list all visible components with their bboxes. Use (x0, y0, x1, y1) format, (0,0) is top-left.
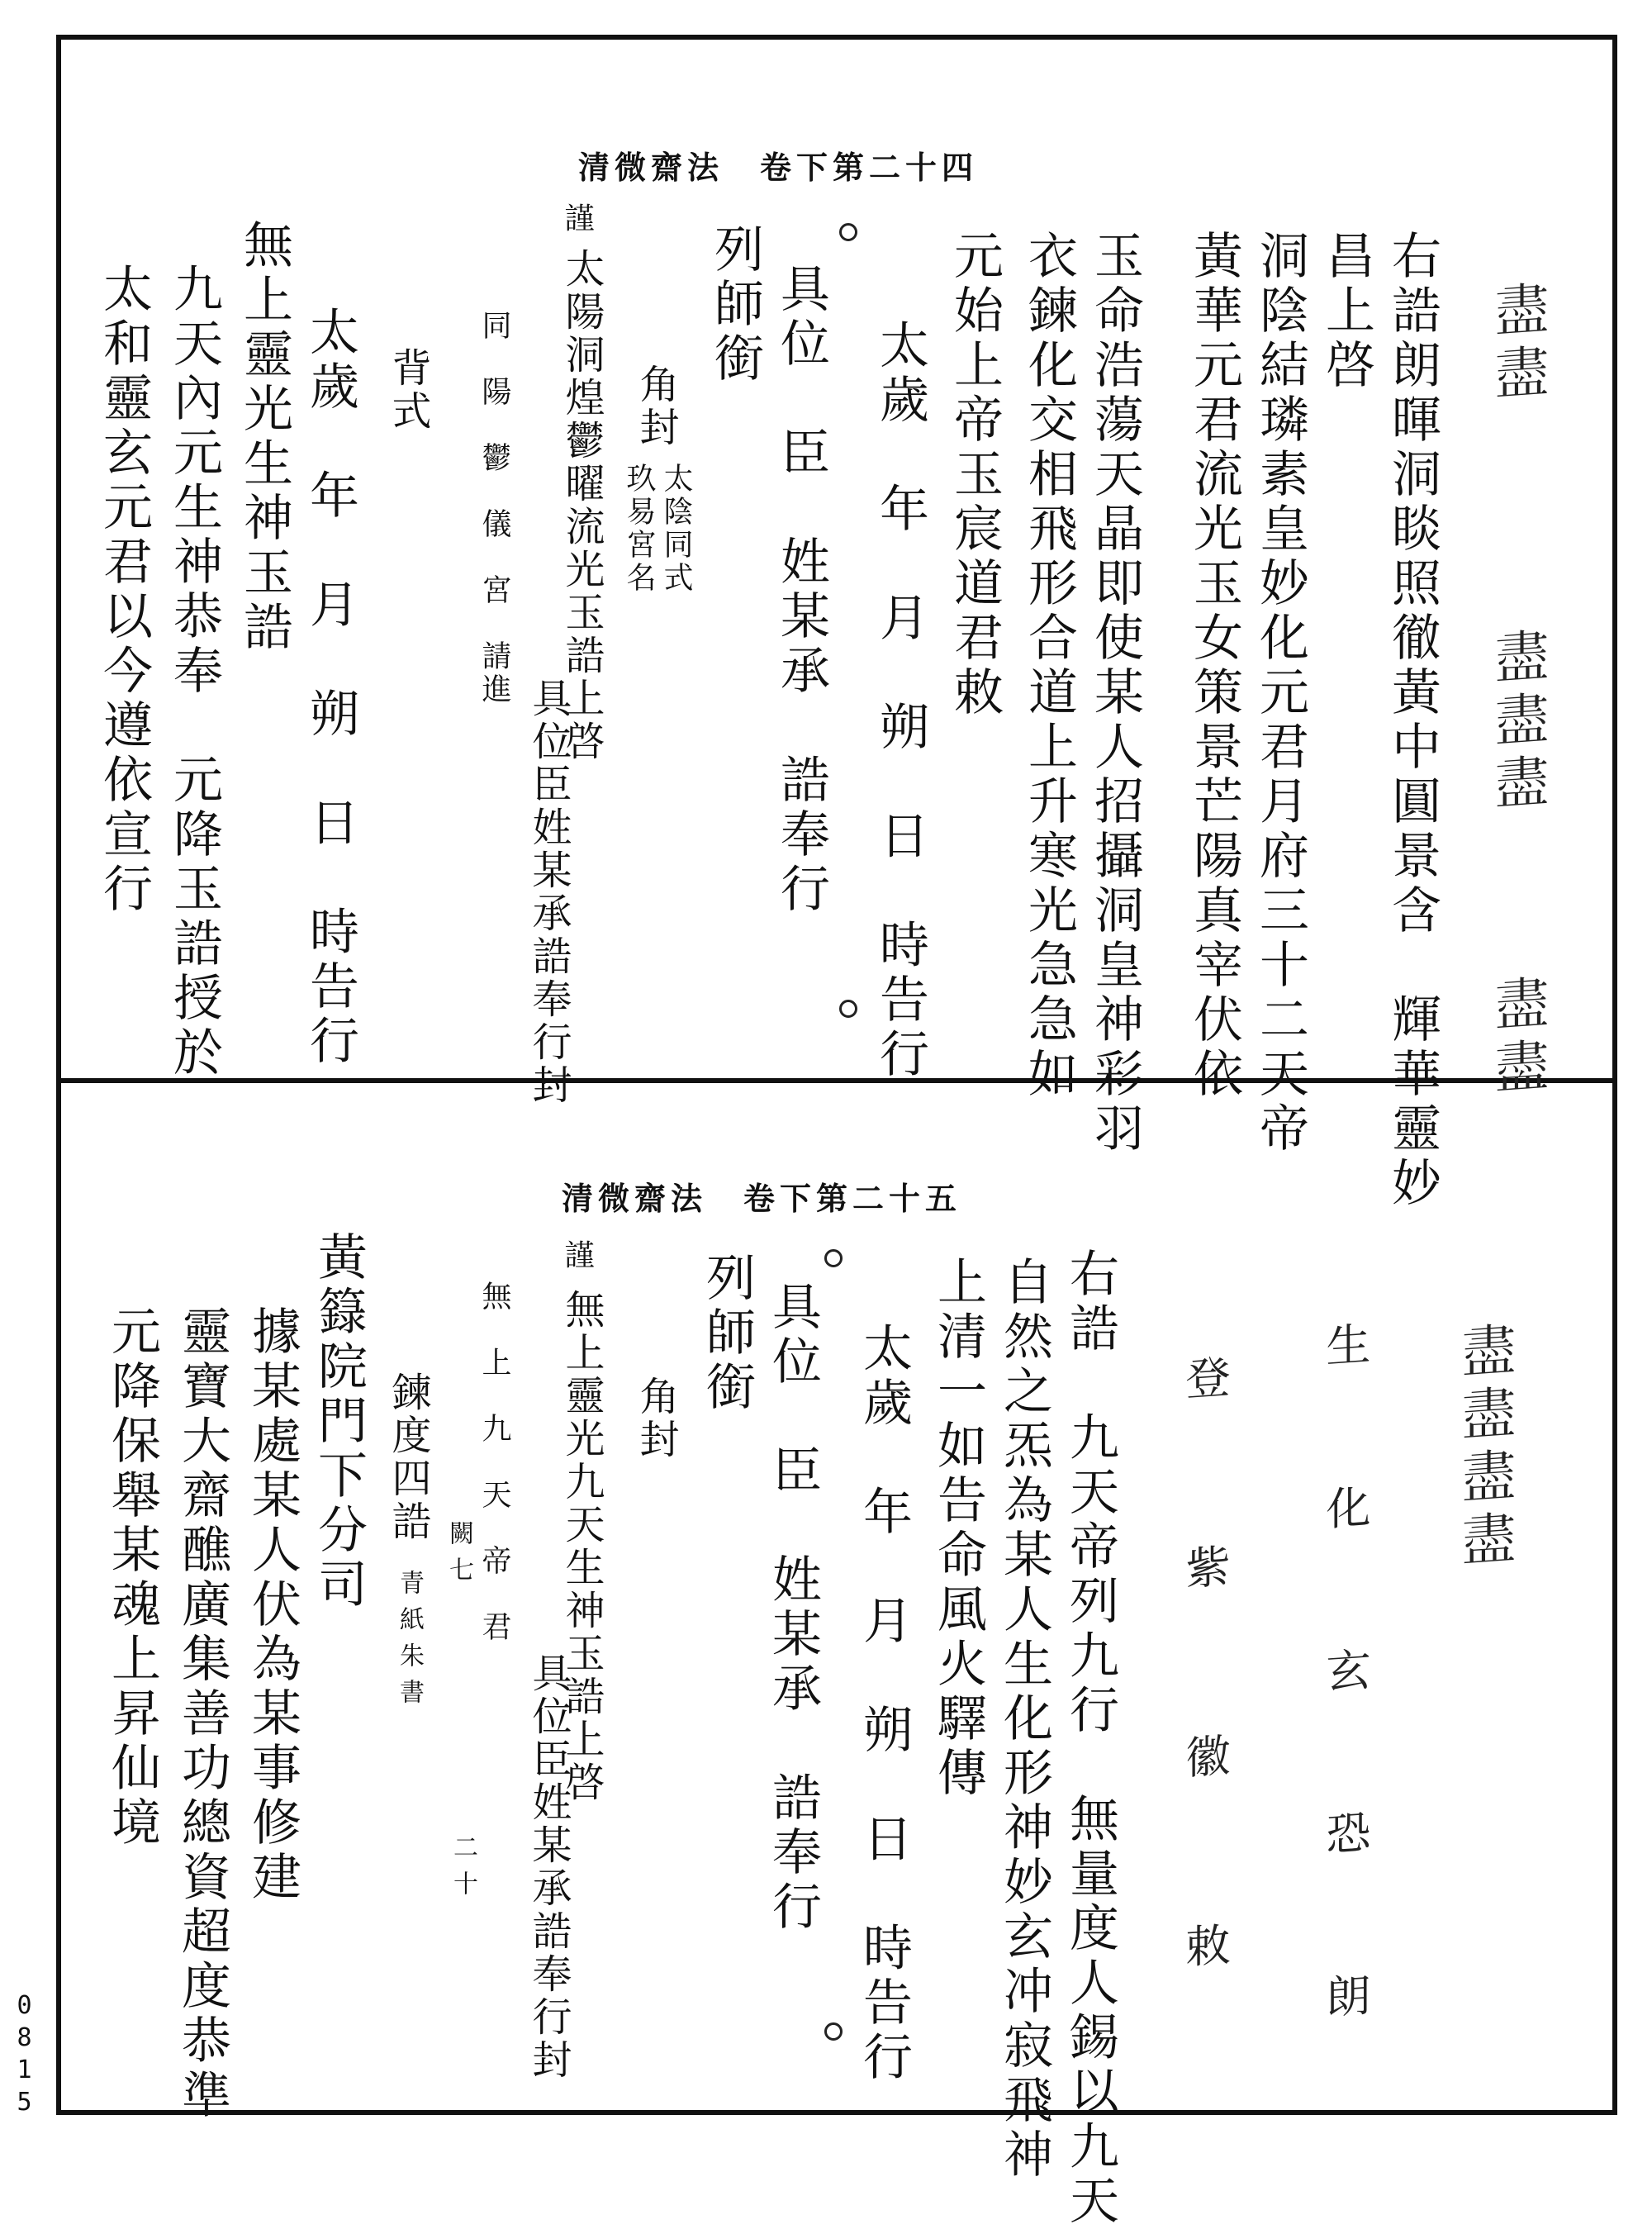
top-col-19: 太歲 年 月 朔 日 時告行 (301, 306, 359, 1069)
top-col-7: 元始上帝玉宸道君敕 (946, 230, 1004, 720)
top-col-3: 洞陰結璘素皇妙化元君月府三十二天帝 (1251, 230, 1309, 1157)
bottom-col-17: 據某處某人伏為某事修建 (244, 1305, 301, 1905)
top-col-20: 無上靈光生神玉誥 (235, 219, 293, 655)
top-col-10: 列師銜 (706, 223, 764, 387)
bottom-col-18: 靈寶大齋醮廣集善功總資超度恭準 (173, 1305, 231, 2123)
bottom-header: 清微齋法 卷下第二十五 (562, 1180, 962, 1217)
top-col-15: 太陽洞煌鬱曜流光玉誥上啓 (558, 248, 605, 763)
top-col-1: 右誥朗暉洞睒照徹黃中圓景含 輝華靈妙 (1384, 230, 1441, 1211)
bottom-col-4: 太歲 年 月 朔 日 時告行 (855, 1322, 913, 2085)
bottom-col-7: 角封 (633, 1376, 679, 1461)
top-col-13: 玖易宮名 (622, 463, 656, 595)
punch-circle (824, 1249, 843, 1267)
bottom-seal-1: 𧗊𧗊𧗊𧗊 (1455, 1319, 1519, 1576)
bottom-seal-2: 生 化 玄 恐 朗 (1319, 1319, 1371, 2053)
bottom-col-14: 鍊度四誥 (385, 1371, 431, 1543)
bottom-seal-3: 登 紫 徽 敕 (1179, 1352, 1231, 2016)
bottom-col-12: 闕七 (444, 1520, 473, 1593)
punch-circle (839, 223, 857, 241)
bottom-col-1: 右誥 九天帝列九行 無量度人錫以九天 (1061, 1248, 1119, 2229)
top-seal-1: 𧗊𧗊 (1488, 278, 1552, 409)
top-col-2: 昌上啓 (1317, 230, 1375, 393)
page-number: 0815 (10, 1991, 39, 2120)
bottom-col-15: 青紙朱書 (395, 1570, 424, 1715)
bottom-col-11: 無 上 九 天 帝 君 (477, 1281, 511, 1644)
bottom-col-8: 謹 (560, 1239, 594, 1272)
bottom-col-3: 上清一如告命風火驛傳 (929, 1256, 987, 1801)
bottom-col-5: 具位 臣 姓某承 誥奉行 (764, 1281, 822, 1935)
top-col-18: 背式 (385, 347, 431, 433)
top-col-8: 太歲 年 月 朔 日 時告行 (871, 319, 929, 1082)
top-col-21: 九天內元生神恭奉 元降玉誥授於 (165, 263, 223, 1081)
top-seal-2: 𧗊𧗊𧗊 (1488, 625, 1552, 819)
punch-circle (839, 1000, 857, 1018)
top-col-4: 黃華元君流光玉女策景芒陽真宰伏依 (1185, 230, 1243, 1102)
bottom-col-10: 具位臣姓某承誥奉行封 (525, 1652, 572, 2082)
bottom-col-13: 二十 (449, 1834, 477, 1907)
bottom-col-6: 列師銜 (698, 1252, 756, 1415)
bottom-col-19: 元降保舉某魂上昇仙境 (103, 1305, 161, 1851)
top-col-9: 具位 臣 姓某承 誥奉行 (772, 263, 830, 917)
top-col-14: 謹 (560, 202, 594, 235)
top-col-12: 太陰同式 (659, 463, 693, 595)
top-col-11: 角封 (633, 364, 679, 449)
top-col-16: 具位臣姓某承誥奉行封 (525, 677, 572, 1107)
top-seal-3: 𧗊𧗊 (1488, 972, 1552, 1103)
bottom-col-2: 自然之炁為某人生化形神妙玄冲寂飛神 (995, 1256, 1053, 2183)
punch-circle (824, 2022, 843, 2041)
bottom-col-9: 無上靈光九天生神玉誥上啓 (558, 1289, 605, 1804)
top-col-17: 同 陽 鬱 儀 宮 請進 (477, 310, 511, 706)
top-col-6: 衣鍊化交相飛形合道上升寒光急急如 (1020, 230, 1078, 1102)
top-header: 清微齋法 卷下第二十四 (578, 149, 979, 186)
bottom-col-16: 黃籙院門下分司 (310, 1231, 368, 1613)
top-col-22: 太和靈玄元君以今遵依宣行 (95, 263, 153, 917)
top-col-5: 玉命浩蕩天晶即使某人招攝洞皇神彩羽 (1086, 230, 1144, 1157)
